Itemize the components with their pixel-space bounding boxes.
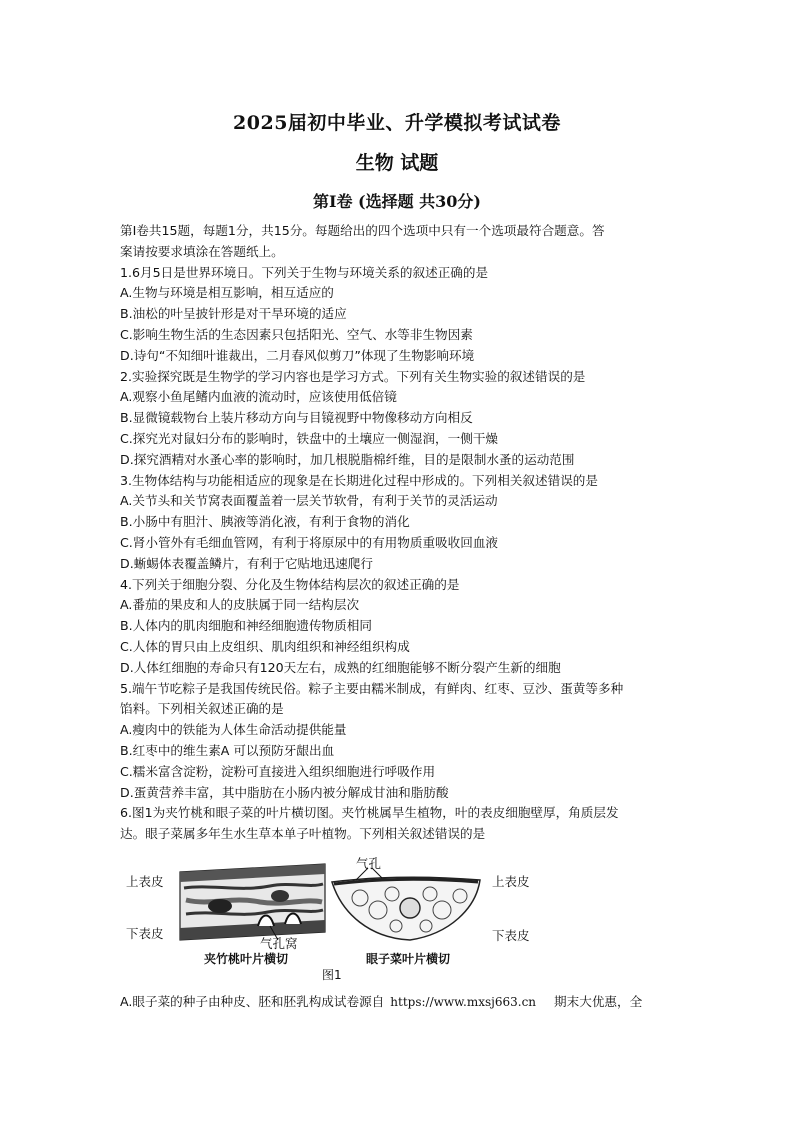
option-line: A.番茄的果皮和人的皮肤属于同一结构层次 [120, 597, 360, 613]
label-upper-epidermis-right: 上表皮 [492, 874, 530, 889]
section-title: 第Ⅰ卷 (选择题 共30分) [312, 192, 482, 211]
option-line: A.观察小鱼尾鳍内血液的流动时，应该使用低倍镜 [120, 389, 397, 405]
last-text-line [120, 992, 682, 1012]
option-line: D.蜥蜴体表覆盖鳞片，有利于它贴地迅速爬行 [120, 555, 373, 571]
figure-leaf-cross-sections [120, 848, 682, 990]
option-line: B.显微镜载物台上装片移动方向与目镜视野中物像移动方向相反 [120, 410, 473, 426]
question-stem: 馅料。下列相关叙述正确的是 [120, 701, 284, 717]
label-stomatal-crypt: 气孔窝 [260, 936, 298, 951]
text-line: 案请按要求填涂在答题纸上。 [120, 243, 284, 259]
option-line: D.探究酒精对水蚤心率的影响时，加几根脱脂棉纤维，目的是限制水蚤的运动范围 [120, 451, 575, 467]
question-stem: 4.下列关于细胞分裂、分化及生物体结构层次的叙述正确的是 [120, 576, 460, 592]
option-line: B.人体内的肌肉细胞和神经细胞遗传物质相同 [120, 618, 372, 634]
option-line: D.人体红细胞的寿命只有120天左右，成熟的红细胞能够不断分裂产生新的细胞 [120, 659, 561, 675]
caption-pondweed: 眼子菜叶片横切 [366, 952, 451, 966]
promo-text: 期末大优惠，全 [554, 994, 643, 1009]
label-lower-epidermis-right: 下表皮 [492, 928, 530, 943]
question-stem: 3.生物体结构与功能相适应的现象是在长期进化过程中形成的。下列相关叙述错误的是 [120, 472, 598, 488]
label-lower-epidermis-left: 下表皮 [126, 926, 164, 941]
option-line: D.蛋黄营养丰富，其中脂肪在小肠内被分解成甘油和脂肪酸 [120, 784, 449, 800]
oleander-leaf-section [180, 864, 325, 940]
option-a-text: A.眼子菜的种子由种皮、胚和胚乳构成试卷源自 [120, 994, 385, 1009]
exam-title: 2025届初中毕业、升学模拟考试试卷 [233, 112, 561, 134]
option-line: B.小肠中有胆汁、胰液等消化液，有利于食物的消化 [120, 514, 410, 530]
pondweed-leaf-section [332, 868, 480, 940]
question-stem: 1.6月5日是世界环境日。下列关于生物与环境关系的叙述正确的是 [120, 264, 489, 280]
text-line: 第Ⅰ卷共15题，每题1分，共15分。每题给出的四个选项中只有一个选项最符合题意。答 [120, 223, 605, 238]
option-line: C.探究光对鼠妇分布的影响时，铁盘中的土壤应一侧湿润，一侧干燥 [120, 430, 499, 446]
option-line: B.红枣中的维生素A 可以预防牙龈出血 [120, 742, 335, 758]
figure-number: 图1 [322, 968, 342, 982]
option-line: B.油松的叶呈披针形是对干旱环境的适应 [120, 306, 347, 322]
option-line: C.糯米富含淀粉，淀粉可直接进入组织细胞进行呼吸作用 [120, 763, 436, 779]
question-stem: 6.图1为夹竹桃和眼子菜的叶片横切图。夹竹桃属旱生植物，叶的表皮细胞壁厚，角质层发 [120, 805, 619, 821]
option-line: C.人体的胃只由上皮组织、肌肉组织和神经组织构成 [120, 638, 410, 654]
question-body [120, 221, 682, 845]
option-line: A.关节头和关节窝表面覆盖着一层关节软骨，有利于关节的灵活运动 [120, 493, 498, 509]
option-line: C.影响生物生活的生态因素只包括阳光、空气、水等非生物因素 [120, 326, 473, 342]
option-line: D.诗句“不知细叶谁裁出，二月春风似剪刀”体现了生物影响环境 [120, 347, 475, 363]
question-stem: 5.端午节吃粽子是我国传统民俗。粽子主要由糯米制成，有鲜肉、红枣、豆沙、蛋黄等多种 [120, 680, 624, 696]
question-stem: 2.实验探究既是生物学的学习内容也是学习方式。下列有关生物实验的叙述错误的是 [120, 368, 586, 384]
option-line: A.瘦肉中的铁能为人体生命活动提供能量 [120, 722, 347, 738]
option-line: C.肾小管外有毛细血管网，有利于将原尿中的有用物质重吸收回血液 [120, 534, 499, 550]
subject-title: 生物 试题 [355, 152, 439, 174]
option-line: A.生物与环境是相互影响，相互适应的 [120, 285, 334, 301]
leaf-cross-section-drawing [120, 848, 682, 990]
label-upper-epidermis-left: 上表皮 [126, 874, 164, 889]
question-stem: 达。眼子菜属多年生水生草本单子叶植物。下列相关叙述错误的是 [120, 826, 486, 842]
label-stomata: 气孔 [356, 856, 382, 871]
source-url[interactable]: https://www.mxsj663.cn [390, 995, 537, 1009]
caption-oleander: 夹竹桃叶片横切 [204, 952, 289, 966]
